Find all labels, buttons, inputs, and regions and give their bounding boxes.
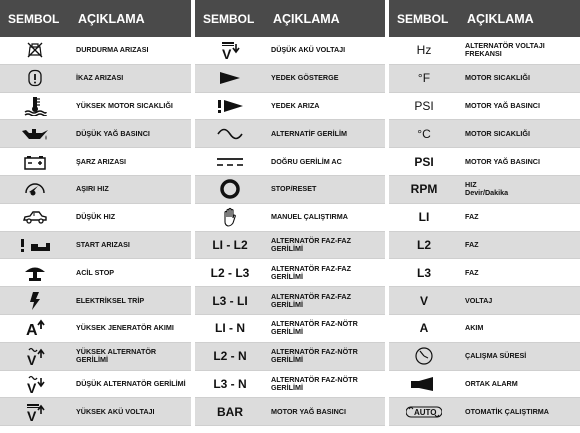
row-description: [459, 181, 580, 197]
standby-fault-icon: [195, 98, 265, 114]
row-description: ÇALIŞMA SÜRESİ: [465, 351, 527, 361]
oil-pressure-icon: [0, 126, 70, 142]
table-row: [0, 398, 191, 426]
row-description: YÜKSEK JENERATÖR AKIMI: [76, 323, 174, 333]
electrical-trip-icon: [0, 291, 70, 311]
table-row: [389, 371, 580, 399]
row-description: FAZ: [465, 239, 479, 249]
symbol-header: SEMBOL: [397, 11, 449, 26]
alternating-voltage-icon: [195, 127, 265, 141]
column-3: [389, 0, 580, 433]
row-description: ALTERNATÖR FAZ-NÖTR GERİLİMİ: [271, 319, 358, 337]
row-description: ALTERNATÖR FAZ-FAZ GERİLİMİ: [271, 291, 351, 309]
table-row: [195, 120, 385, 148]
table-row: [389, 120, 580, 148]
table-row: [0, 371, 191, 399]
symbol-label: LI - L2: [212, 237, 248, 252]
direct-voltage-icon: [195, 155, 265, 169]
high-alternator-voltage-icon: [0, 346, 70, 366]
row-description: MOTOR YAĞ BASINCI: [271, 406, 346, 416]
svg-text:V: V: [27, 352, 37, 367]
symbol-label: L3 - N: [213, 376, 247, 391]
symbol-label: Hz: [416, 43, 432, 58]
battery-charge-icon: [0, 154, 70, 170]
table-row: [0, 315, 191, 343]
table-row: [389, 287, 580, 315]
overspeed-icon: [0, 180, 70, 198]
column-1: [0, 0, 191, 433]
table-row: [389, 176, 580, 204]
symbol-label: L2 - L3: [210, 265, 250, 280]
row-description: DÜŞÜK AKÜ VOLTAJI: [271, 45, 346, 55]
symbol-label: BAR: [217, 404, 243, 419]
table-row: [0, 176, 191, 204]
high-temperature-icon: [0, 96, 70, 116]
svg-text:V: V: [27, 379, 37, 394]
svg-text:A: A: [26, 322, 38, 338]
table-row: [195, 204, 385, 232]
column-2: [195, 0, 385, 433]
row-description: YÜKSEK ALTERNATÖR GERİLİMİ: [76, 347, 157, 365]
table-row: [389, 148, 580, 176]
stop-reset-icon: [195, 178, 265, 200]
table-row: [389, 65, 580, 93]
standby-indicator-icon: [195, 70, 265, 86]
table-row: [0, 204, 191, 232]
column-header: [195, 0, 385, 37]
row-description: DÜŞÜK ALTERNATÖR GERİLİMİ: [76, 378, 186, 388]
table-row: [389, 343, 580, 371]
row-description: DÜŞÜK YAĞ BASINCI: [76, 128, 150, 138]
row-description: YÜKSEK MOTOR SICAKLIĞI: [76, 100, 173, 110]
symbol-header: SEMBOL: [203, 11, 255, 26]
row-description: MOTOR SICAKLIĞI: [465, 73, 530, 83]
row-description: DÜŞÜK HIZ: [76, 212, 116, 222]
symbol-label: °C: [417, 126, 431, 141]
row-description: İKAZ ARIZASI: [76, 73, 124, 83]
table-row: [195, 93, 385, 121]
row-description: ŞARZ ARIZASI: [76, 156, 127, 166]
symbol-header: SEMBOL: [8, 11, 60, 26]
table-row: [195, 176, 385, 204]
row-description: DURDURMA ARIZASI: [76, 45, 149, 55]
row-description-sub: Devir/Dakika: [465, 188, 509, 198]
table-row: [389, 398, 580, 426]
table-row: [195, 371, 385, 399]
symbol-label: L2: [416, 237, 431, 252]
start-failure-icon: [0, 237, 70, 253]
symbol-label: °F: [417, 71, 431, 86]
row-description: YEDEK GÖSTERGE: [271, 73, 339, 83]
table-row: [195, 65, 385, 93]
table-row: [195, 232, 385, 260]
table-row: [195, 259, 385, 287]
low-battery-voltage-icon: [195, 40, 265, 60]
common-alarm-icon: [389, 376, 459, 392]
symbol-label: RPM: [410, 182, 438, 197]
row-description: ALTERNATÖR VOLTAJI FREKANSI: [465, 41, 545, 59]
symbol-label: V: [419, 293, 428, 308]
table-row: [0, 120, 191, 148]
row-description: ALTERNATÖR FAZ-NÖTR GERİLİMİ: [271, 374, 358, 392]
table-row: [195, 398, 385, 426]
description-header: AÇIKLAMA: [78, 11, 145, 26]
row-description: AKIM: [465, 323, 484, 333]
row-description: OTOMATİK ÇALIŞTIRMA: [465, 406, 549, 416]
symbol-label: A: [419, 321, 429, 336]
table-row: [195, 343, 385, 371]
row-description: ALTERNATİF GERİLİM: [271, 128, 347, 138]
description-header: AÇIKLAMA: [273, 11, 340, 26]
table-row: [195, 37, 385, 65]
table-row: [389, 315, 580, 343]
column-header: [0, 0, 191, 37]
row-description: YÜKSEK AKÜ VOLTAJI: [76, 406, 155, 416]
row-description: ALTERNATÖR FAZ-FAZ GERİLİMİ: [271, 263, 351, 281]
row-description: YEDEK ARIZA: [271, 100, 320, 110]
row-description: FAZ: [465, 267, 479, 277]
row-description: STOP/RESET: [271, 184, 317, 194]
row-description: MOTOR YAĞ BASINCI: [465, 100, 540, 110]
row-description: MOTOR YAĞ BASINCI: [465, 156, 540, 166]
table-row: [0, 65, 191, 93]
row-description: ORTAK ALARM: [465, 378, 518, 388]
auto-start-icon: [389, 404, 459, 420]
table-row: [389, 204, 580, 232]
table-row: [0, 37, 191, 65]
operating-time-icon: [389, 346, 459, 366]
high-battery-voltage-icon: [0, 402, 70, 422]
row-description: FAZ: [465, 212, 479, 222]
symbol-label: LI - N: [215, 321, 245, 336]
manual-operation-icon: [195, 207, 265, 227]
symbol-label: L3: [416, 265, 431, 280]
row-description-main: HIZ: [465, 180, 477, 190]
emergency-stop-icon: [0, 264, 70, 282]
table-row: [389, 259, 580, 287]
table-row: [0, 287, 191, 315]
table-row: [0, 148, 191, 176]
table-row: [195, 148, 385, 176]
symbol-label: PSI: [414, 154, 434, 169]
high-generator-current-icon: [0, 319, 70, 337]
table-row: [389, 93, 580, 121]
svg-text:V: V: [27, 407, 37, 422]
row-description: ELEKTRİKSEL TRİP: [76, 295, 145, 305]
row-description: ALTERNATÖR FAZ-FAZ GERİLİMİ: [271, 235, 351, 253]
row-description: AŞIRI HIZ: [76, 184, 109, 194]
symbol-label: LI: [418, 210, 430, 225]
table-row: [0, 93, 191, 121]
row-description: MANUEL ÇALIŞTIRMA: [271, 212, 348, 222]
row-description: DOĞRU GERİLİM AC: [271, 156, 342, 166]
table-row: [389, 232, 580, 260]
table-row: [0, 232, 191, 260]
engine-stop-icon: [0, 41, 70, 59]
symbol-label: PSI: [414, 98, 434, 113]
auto-label: AUTO: [414, 407, 437, 417]
symbol-label: L3 - LI: [212, 293, 248, 308]
row-description: START ARIZASI: [76, 239, 130, 249]
column-header: [389, 0, 580, 37]
row-description: MOTOR SICAKLIĞI: [465, 128, 530, 138]
underspeed-icon: [0, 209, 70, 225]
row-description: VOLTAJ: [465, 295, 493, 305]
table-row: [195, 315, 385, 343]
symbol-label: L2 - N: [213, 349, 247, 364]
warning-fault-icon: [0, 69, 70, 87]
description-header: AÇIKLAMA: [467, 11, 534, 26]
low-alternator-voltage-icon: [0, 374, 70, 394]
row-description: ACİL STOP: [76, 267, 115, 277]
table-row: [0, 343, 191, 371]
table-row: [195, 287, 385, 315]
row-description: ALTERNATÖR FAZ-NÖTR GERİLİMİ: [271, 347, 358, 365]
svg-text:V: V: [222, 46, 232, 61]
table-row: [389, 37, 580, 65]
table-row: [0, 259, 191, 287]
